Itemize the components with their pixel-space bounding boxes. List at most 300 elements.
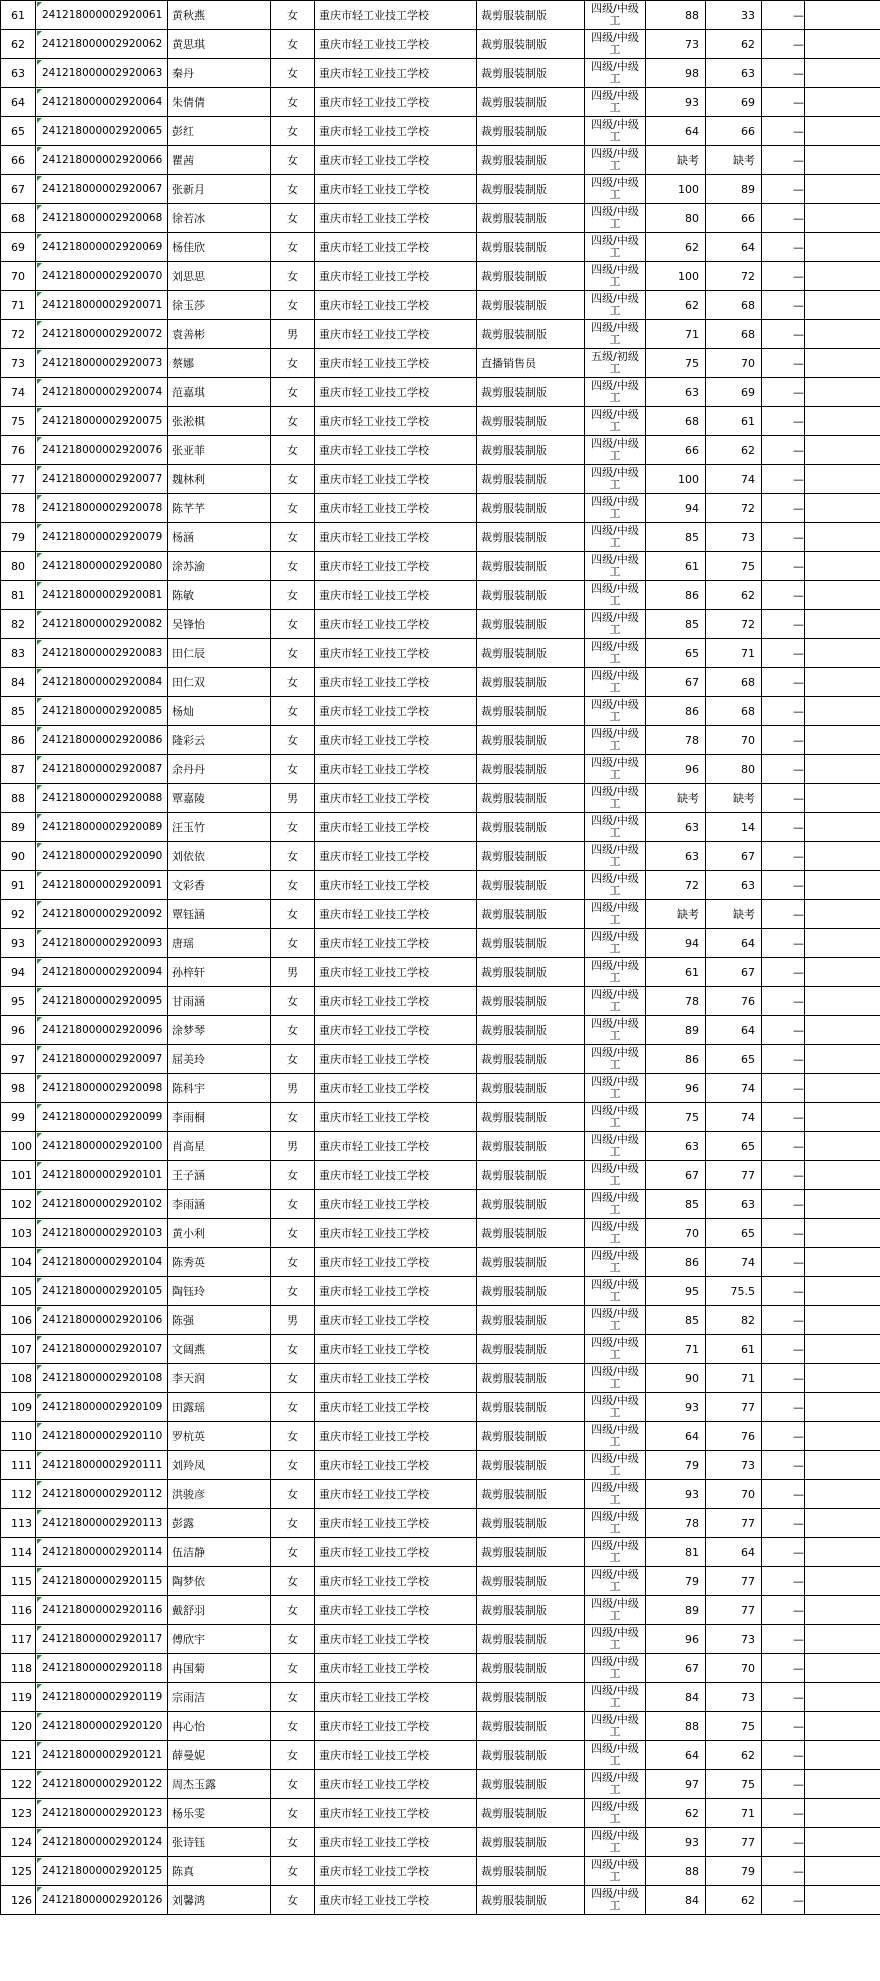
table-row (1, 1045, 880, 1074)
school-cell: 重庆市轻工业技工学校 (315, 1132, 477, 1161)
occupation-cell: 裁剪服装制版 (477, 1770, 585, 1799)
exam-id-cell: 241218000002920089 (36, 813, 168, 842)
table-row (1, 581, 880, 610)
skill-score-cell: 70 (706, 726, 762, 755)
school-cell: 重庆市轻工业技工学校 (315, 349, 477, 378)
level-cell: 四级/中级工 (585, 1045, 646, 1074)
theory-score-cell: 63 (646, 813, 706, 842)
level-cell: 四级/中级工 (585, 871, 646, 900)
row-number-cell: 103 (1, 1219, 36, 1248)
dash-cell: — (762, 1016, 805, 1045)
school-cell: 重庆市轻工业技工学校 (315, 1335, 477, 1364)
dash-cell: — (762, 117, 805, 146)
theory-score-cell: 61 (646, 958, 706, 987)
exam-id-cell: 241218000002920103 (36, 1219, 168, 1248)
skill-score-cell: 63 (706, 59, 762, 88)
skill-score-cell: 68 (706, 697, 762, 726)
gender-cell: 女 (271, 349, 315, 378)
name-cell: 陶钰玲 (168, 1277, 271, 1306)
exam-id-cell: 241218000002920096 (36, 1016, 168, 1045)
occupation-cell: 裁剪服装制版 (477, 1016, 585, 1045)
table-row (1, 1596, 880, 1625)
dash-cell: — (762, 1190, 805, 1219)
skill-score-cell: 69 (706, 378, 762, 407)
theory-score-cell: 93 (646, 1393, 706, 1422)
skill-score-cell: 69 (706, 88, 762, 117)
occupation-cell: 裁剪服装制版 (477, 1, 585, 30)
theory-score-cell: 78 (646, 1509, 706, 1538)
theory-score-cell: 94 (646, 494, 706, 523)
empty-cell (805, 146, 880, 175)
level-cell: 四级/中级工 (585, 262, 646, 291)
name-cell: 冉心怡 (168, 1712, 271, 1741)
theory-score-cell: 79 (646, 1451, 706, 1480)
table-row (1, 1364, 880, 1393)
exam-id-cell: 241218000002920123 (36, 1799, 168, 1828)
theory-score-cell: 93 (646, 88, 706, 117)
name-cell: 陈强 (168, 1306, 271, 1335)
empty-cell (805, 1161, 880, 1190)
empty-cell (805, 552, 880, 581)
skill-score-cell: 62 (706, 581, 762, 610)
level-cell: 四级/中级工 (585, 987, 646, 1016)
occupation-cell: 裁剪服装制版 (477, 1712, 585, 1741)
table-row (1, 1480, 880, 1509)
level-cell: 四级/中级工 (585, 1422, 646, 1451)
dash-cell: — (762, 407, 805, 436)
skill-score-cell: 75.5 (706, 1277, 762, 1306)
row-number-cell: 94 (1, 958, 36, 987)
theory-score-cell: 93 (646, 1828, 706, 1857)
dash-cell: — (762, 494, 805, 523)
gender-cell: 女 (271, 30, 315, 59)
level-cell: 四级/中级工 (585, 1741, 646, 1770)
row-number-cell: 81 (1, 581, 36, 610)
table-row (1, 436, 880, 465)
occupation-cell: 裁剪服装制版 (477, 1596, 585, 1625)
table-row (1, 1857, 880, 1886)
theory-score-cell: 64 (646, 1422, 706, 1451)
skill-score-cell: 62 (706, 1886, 762, 1915)
gender-cell: 女 (271, 1857, 315, 1886)
name-cell: 袁善彬 (168, 320, 271, 349)
school-cell: 重庆市轻工业技工学校 (315, 378, 477, 407)
empty-cell (805, 1248, 880, 1277)
table-row (1, 842, 880, 871)
empty-cell (805, 1277, 880, 1306)
school-cell: 重庆市轻工业技工学校 (315, 1393, 477, 1422)
table-row (1, 1248, 880, 1277)
exam-id-cell: 241218000002920077 (36, 465, 168, 494)
theory-score-cell: 63 (646, 1132, 706, 1161)
occupation-cell: 裁剪服装制版 (477, 88, 585, 117)
table-row (1, 1538, 880, 1567)
row-number-cell: 86 (1, 726, 36, 755)
row-number-cell: 121 (1, 1741, 36, 1770)
empty-cell (805, 1306, 880, 1335)
theory-score-cell: 88 (646, 1857, 706, 1886)
exam-id-cell: 241218000002920111 (36, 1451, 168, 1480)
table-row (1, 59, 880, 88)
gender-cell: 女 (271, 1045, 315, 1074)
name-cell: 冉国菊 (168, 1654, 271, 1683)
school-cell: 重庆市轻工业技工学校 (315, 1045, 477, 1074)
gender-cell: 女 (271, 697, 315, 726)
table-row (1, 1741, 880, 1770)
school-cell: 重庆市轻工业技工学校 (315, 1306, 477, 1335)
table-row (1, 320, 880, 349)
school-cell: 重庆市轻工业技工学校 (315, 871, 477, 900)
occupation-cell: 裁剪服装制版 (477, 175, 585, 204)
exam-id-cell: 241218000002920073 (36, 349, 168, 378)
exam-id-cell: 241218000002920076 (36, 436, 168, 465)
exam-id-cell: 241218000002920105 (36, 1277, 168, 1306)
skill-score-cell: 62 (706, 1741, 762, 1770)
level-cell: 四级/中级工 (585, 1625, 646, 1654)
table-row (1, 610, 880, 639)
skill-score-cell: 65 (706, 1219, 762, 1248)
school-cell: 重庆市轻工业技工学校 (315, 233, 477, 262)
school-cell: 重庆市轻工业技工学校 (315, 1277, 477, 1306)
occupation-cell: 裁剪服装制版 (477, 1422, 585, 1451)
theory-score-cell: 78 (646, 987, 706, 1016)
skill-score-cell: 33 (706, 1, 762, 30)
exam-id-cell: 241218000002920095 (36, 987, 168, 1016)
level-cell: 四级/中级工 (585, 610, 646, 639)
level-cell: 四级/中级工 (585, 552, 646, 581)
name-cell: 李雨桐 (168, 1103, 271, 1132)
theory-score-cell: 86 (646, 1045, 706, 1074)
row-number-cell: 82 (1, 610, 36, 639)
exam-id-cell: 241218000002920121 (36, 1741, 168, 1770)
school-cell: 重庆市轻工业技工学校 (315, 1248, 477, 1277)
row-number-cell: 74 (1, 378, 36, 407)
school-cell: 重庆市轻工业技工学校 (315, 523, 477, 552)
empty-cell (805, 88, 880, 117)
skill-score-cell: 77 (706, 1509, 762, 1538)
table-row (1, 929, 880, 958)
dash-cell: — (762, 320, 805, 349)
occupation-cell: 裁剪服装制版 (477, 436, 585, 465)
theory-score-cell: 缺考 (646, 146, 706, 175)
school-cell: 重庆市轻工业技工学校 (315, 1538, 477, 1567)
theory-score-cell: 96 (646, 755, 706, 784)
theory-score-cell: 84 (646, 1886, 706, 1915)
occupation-cell: 裁剪服装制版 (477, 1654, 585, 1683)
occupation-cell: 裁剪服装制版 (477, 146, 585, 175)
level-cell: 四级/中级工 (585, 1190, 646, 1219)
theory-score-cell: 94 (646, 929, 706, 958)
table-row (1, 349, 880, 378)
school-cell: 重庆市轻工业技工学校 (315, 1654, 477, 1683)
table-row (1, 1393, 880, 1422)
table-row (1, 1074, 880, 1103)
dash-cell: — (762, 1567, 805, 1596)
exam-id-cell: 241218000002920067 (36, 175, 168, 204)
gender-cell: 女 (271, 1161, 315, 1190)
exam-id-cell: 241218000002920088 (36, 784, 168, 813)
occupation-cell: 裁剪服装制版 (477, 1538, 585, 1567)
name-cell: 蔡娜 (168, 349, 271, 378)
dash-cell: — (762, 755, 805, 784)
school-cell: 重庆市轻工业技工学校 (315, 842, 477, 871)
empty-cell (805, 668, 880, 697)
row-number-cell: 124 (1, 1828, 36, 1857)
occupation-cell: 裁剪服装制版 (477, 900, 585, 929)
dash-cell: — (762, 465, 805, 494)
row-number-cell: 65 (1, 117, 36, 146)
gender-cell: 女 (271, 1770, 315, 1799)
level-cell: 四级/中级工 (585, 1799, 646, 1828)
empty-cell (805, 1509, 880, 1538)
row-number-cell: 75 (1, 407, 36, 436)
exam-id-cell: 241218000002920113 (36, 1509, 168, 1538)
level-cell: 四级/中级工 (585, 1828, 646, 1857)
skill-score-cell: 70 (706, 1654, 762, 1683)
dash-cell: — (762, 1857, 805, 1886)
table-row (1, 146, 880, 175)
exam-id-cell: 241218000002920069 (36, 233, 168, 262)
exam-id-cell: 241218000002920110 (36, 1422, 168, 1451)
school-cell: 重庆市轻工业技工学校 (315, 1770, 477, 1799)
level-cell: 四级/中级工 (585, 842, 646, 871)
dash-cell: — (762, 987, 805, 1016)
exam-id-cell: 241218000002920063 (36, 59, 168, 88)
name-cell: 陈秀英 (168, 1248, 271, 1277)
empty-cell (805, 1074, 880, 1103)
name-cell: 田仁双 (168, 668, 271, 697)
level-cell: 四级/中级工 (585, 1596, 646, 1625)
table-row (1, 465, 880, 494)
school-cell: 重庆市轻工业技工学校 (315, 1103, 477, 1132)
row-number-cell: 114 (1, 1538, 36, 1567)
occupation-cell: 裁剪服装制版 (477, 1886, 585, 1915)
gender-cell: 女 (271, 59, 315, 88)
empty-cell (805, 755, 880, 784)
empty-cell (805, 1799, 880, 1828)
school-cell: 重庆市轻工业技工学校 (315, 639, 477, 668)
empty-cell (805, 1886, 880, 1915)
exam-id-cell: 241218000002920062 (36, 30, 168, 59)
empty-cell (805, 1828, 880, 1857)
gender-cell: 女 (271, 1741, 315, 1770)
occupation-cell: 裁剪服装制版 (477, 1393, 585, 1422)
gender-cell: 女 (271, 407, 315, 436)
school-cell: 重庆市轻工业技工学校 (315, 1016, 477, 1045)
row-number-cell: 99 (1, 1103, 36, 1132)
name-cell: 肖高星 (168, 1132, 271, 1161)
empty-cell (805, 1451, 880, 1480)
theory-score-cell: 63 (646, 378, 706, 407)
name-cell: 陈真 (168, 1857, 271, 1886)
dash-cell: — (762, 1770, 805, 1799)
table-row (1, 523, 880, 552)
occupation-cell: 裁剪服装制版 (477, 784, 585, 813)
empty-cell (805, 1625, 880, 1654)
exam-id-cell: 241218000002920061 (36, 1, 168, 30)
skill-score-cell: 74 (706, 1103, 762, 1132)
name-cell: 张诗钰 (168, 1828, 271, 1857)
dash-cell: — (762, 639, 805, 668)
level-cell: 四级/中级工 (585, 1335, 646, 1364)
table-row (1, 1190, 880, 1219)
gender-cell: 女 (271, 436, 315, 465)
skill-score-cell: 77 (706, 1161, 762, 1190)
occupation-cell: 裁剪服装制版 (477, 1074, 585, 1103)
theory-score-cell: 64 (646, 1741, 706, 1770)
gender-cell: 男 (271, 784, 315, 813)
school-cell: 重庆市轻工业技工学校 (315, 494, 477, 523)
empty-cell (805, 1103, 880, 1132)
gender-cell: 女 (271, 291, 315, 320)
row-number-cell: 113 (1, 1509, 36, 1538)
occupation-cell: 裁剪服装制版 (477, 1045, 585, 1074)
gender-cell: 女 (271, 262, 315, 291)
theory-score-cell: 78 (646, 726, 706, 755)
name-cell: 黄秋燕 (168, 1, 271, 30)
gender-cell: 女 (271, 581, 315, 610)
empty-cell (805, 1538, 880, 1567)
exam-id-cell: 241218000002920125 (36, 1857, 168, 1886)
dash-cell: — (762, 610, 805, 639)
exam-id-cell: 241218000002920090 (36, 842, 168, 871)
table-row (1, 726, 880, 755)
level-cell: 四级/中级工 (585, 523, 646, 552)
gender-cell: 女 (271, 929, 315, 958)
name-cell: 涂苏渝 (168, 552, 271, 581)
exam-id-cell: 241218000002920099 (36, 1103, 168, 1132)
row-number-cell: 115 (1, 1567, 36, 1596)
exam-id-cell: 241218000002920117 (36, 1625, 168, 1654)
dash-cell: — (762, 378, 805, 407)
row-number-cell: 106 (1, 1306, 36, 1335)
exam-id-cell: 241218000002920082 (36, 610, 168, 639)
empty-cell (805, 1770, 880, 1799)
skill-score-cell: 75 (706, 552, 762, 581)
gender-cell: 女 (271, 726, 315, 755)
row-number-cell: 89 (1, 813, 36, 842)
level-cell: 四级/中级工 (585, 146, 646, 175)
dash-cell: — (762, 146, 805, 175)
dash-cell: — (762, 784, 805, 813)
dash-cell: — (762, 1654, 805, 1683)
level-cell: 四级/中级工 (585, 1132, 646, 1161)
name-cell: 涂梦琴 (168, 1016, 271, 1045)
empty-cell (805, 117, 880, 146)
dash-cell: — (762, 1741, 805, 1770)
name-cell: 陈敏 (168, 581, 271, 610)
occupation-cell: 裁剪服装制版 (477, 204, 585, 233)
exam-id-cell: 241218000002920092 (36, 900, 168, 929)
row-number-cell: 85 (1, 697, 36, 726)
table-row (1, 233, 880, 262)
occupation-cell: 裁剪服装制版 (477, 523, 585, 552)
level-cell: 四级/中级工 (585, 929, 646, 958)
school-cell: 重庆市轻工业技工学校 (315, 146, 477, 175)
table-row (1, 1, 880, 30)
skill-score-cell: 64 (706, 1016, 762, 1045)
school-cell: 重庆市轻工业技工学校 (315, 726, 477, 755)
skill-score-cell: 63 (706, 1190, 762, 1219)
level-cell: 四级/中级工 (585, 1683, 646, 1712)
skill-score-cell: 72 (706, 494, 762, 523)
table-row (1, 1306, 880, 1335)
gender-cell: 男 (271, 1074, 315, 1103)
empty-cell (805, 1857, 880, 1886)
gender-cell: 女 (271, 1567, 315, 1596)
school-cell: 重庆市轻工业技工学校 (315, 1828, 477, 1857)
row-number-cell: 126 (1, 1886, 36, 1915)
empty-cell (805, 1567, 880, 1596)
dash-cell: — (762, 523, 805, 552)
exam-id-cell: 241218000002920079 (36, 523, 168, 552)
dash-cell: — (762, 1480, 805, 1509)
level-cell: 四级/中级工 (585, 1248, 646, 1277)
gender-cell: 女 (271, 1219, 315, 1248)
school-cell: 重庆市轻工业技工学校 (315, 668, 477, 697)
row-number-cell: 80 (1, 552, 36, 581)
dash-cell: — (762, 1132, 805, 1161)
row-number-cell: 62 (1, 30, 36, 59)
name-cell: 彭露 (168, 1509, 271, 1538)
empty-cell (805, 320, 880, 349)
theory-score-cell: 96 (646, 1625, 706, 1654)
row-number-cell: 110 (1, 1422, 36, 1451)
skill-score-cell: 75 (706, 1770, 762, 1799)
row-number-cell: 112 (1, 1480, 36, 1509)
name-cell: 覃嘉陵 (168, 784, 271, 813)
row-number-cell: 88 (1, 784, 36, 813)
gender-cell: 女 (271, 1190, 315, 1219)
gender-cell: 男 (271, 1306, 315, 1335)
row-number-cell: 104 (1, 1248, 36, 1277)
name-cell: 洪骏彦 (168, 1480, 271, 1509)
occupation-cell: 裁剪服装制版 (477, 1857, 585, 1886)
school-cell: 重庆市轻工业技工学校 (315, 59, 477, 88)
school-cell: 重庆市轻工业技工学校 (315, 1509, 477, 1538)
name-cell: 孙梓轩 (168, 958, 271, 987)
level-cell: 四级/中级工 (585, 436, 646, 465)
school-cell: 重庆市轻工业技工学校 (315, 1567, 477, 1596)
level-cell: 四级/中级工 (585, 1, 646, 30)
exam-id-cell: 241218000002920094 (36, 958, 168, 987)
table-row (1, 1683, 880, 1712)
empty-cell (805, 581, 880, 610)
name-cell: 魏林利 (168, 465, 271, 494)
dash-cell: — (762, 1248, 805, 1277)
school-cell: 重庆市轻工业技工学校 (315, 30, 477, 59)
dash-cell: — (762, 871, 805, 900)
exam-id-cell: 241218000002920124 (36, 1828, 168, 1857)
skill-score-cell: 70 (706, 1480, 762, 1509)
level-cell: 四级/中级工 (585, 1654, 646, 1683)
gender-cell: 女 (271, 1422, 315, 1451)
level-cell: 四级/中级工 (585, 1364, 646, 1393)
skill-score-cell: 76 (706, 1422, 762, 1451)
exam-id-cell: 241218000002920091 (36, 871, 168, 900)
exam-id-cell: 241218000002920066 (36, 146, 168, 175)
gender-cell: 女 (271, 494, 315, 523)
school-cell: 重庆市轻工业技工学校 (315, 784, 477, 813)
gender-cell: 女 (271, 465, 315, 494)
name-cell: 屈美玲 (168, 1045, 271, 1074)
table-row (1, 1103, 880, 1132)
occupation-cell: 裁剪服装制版 (477, 813, 585, 842)
table-row (1, 291, 880, 320)
school-cell: 重庆市轻工业技工学校 (315, 1596, 477, 1625)
gender-cell: 女 (271, 1799, 315, 1828)
row-number-cell: 83 (1, 639, 36, 668)
